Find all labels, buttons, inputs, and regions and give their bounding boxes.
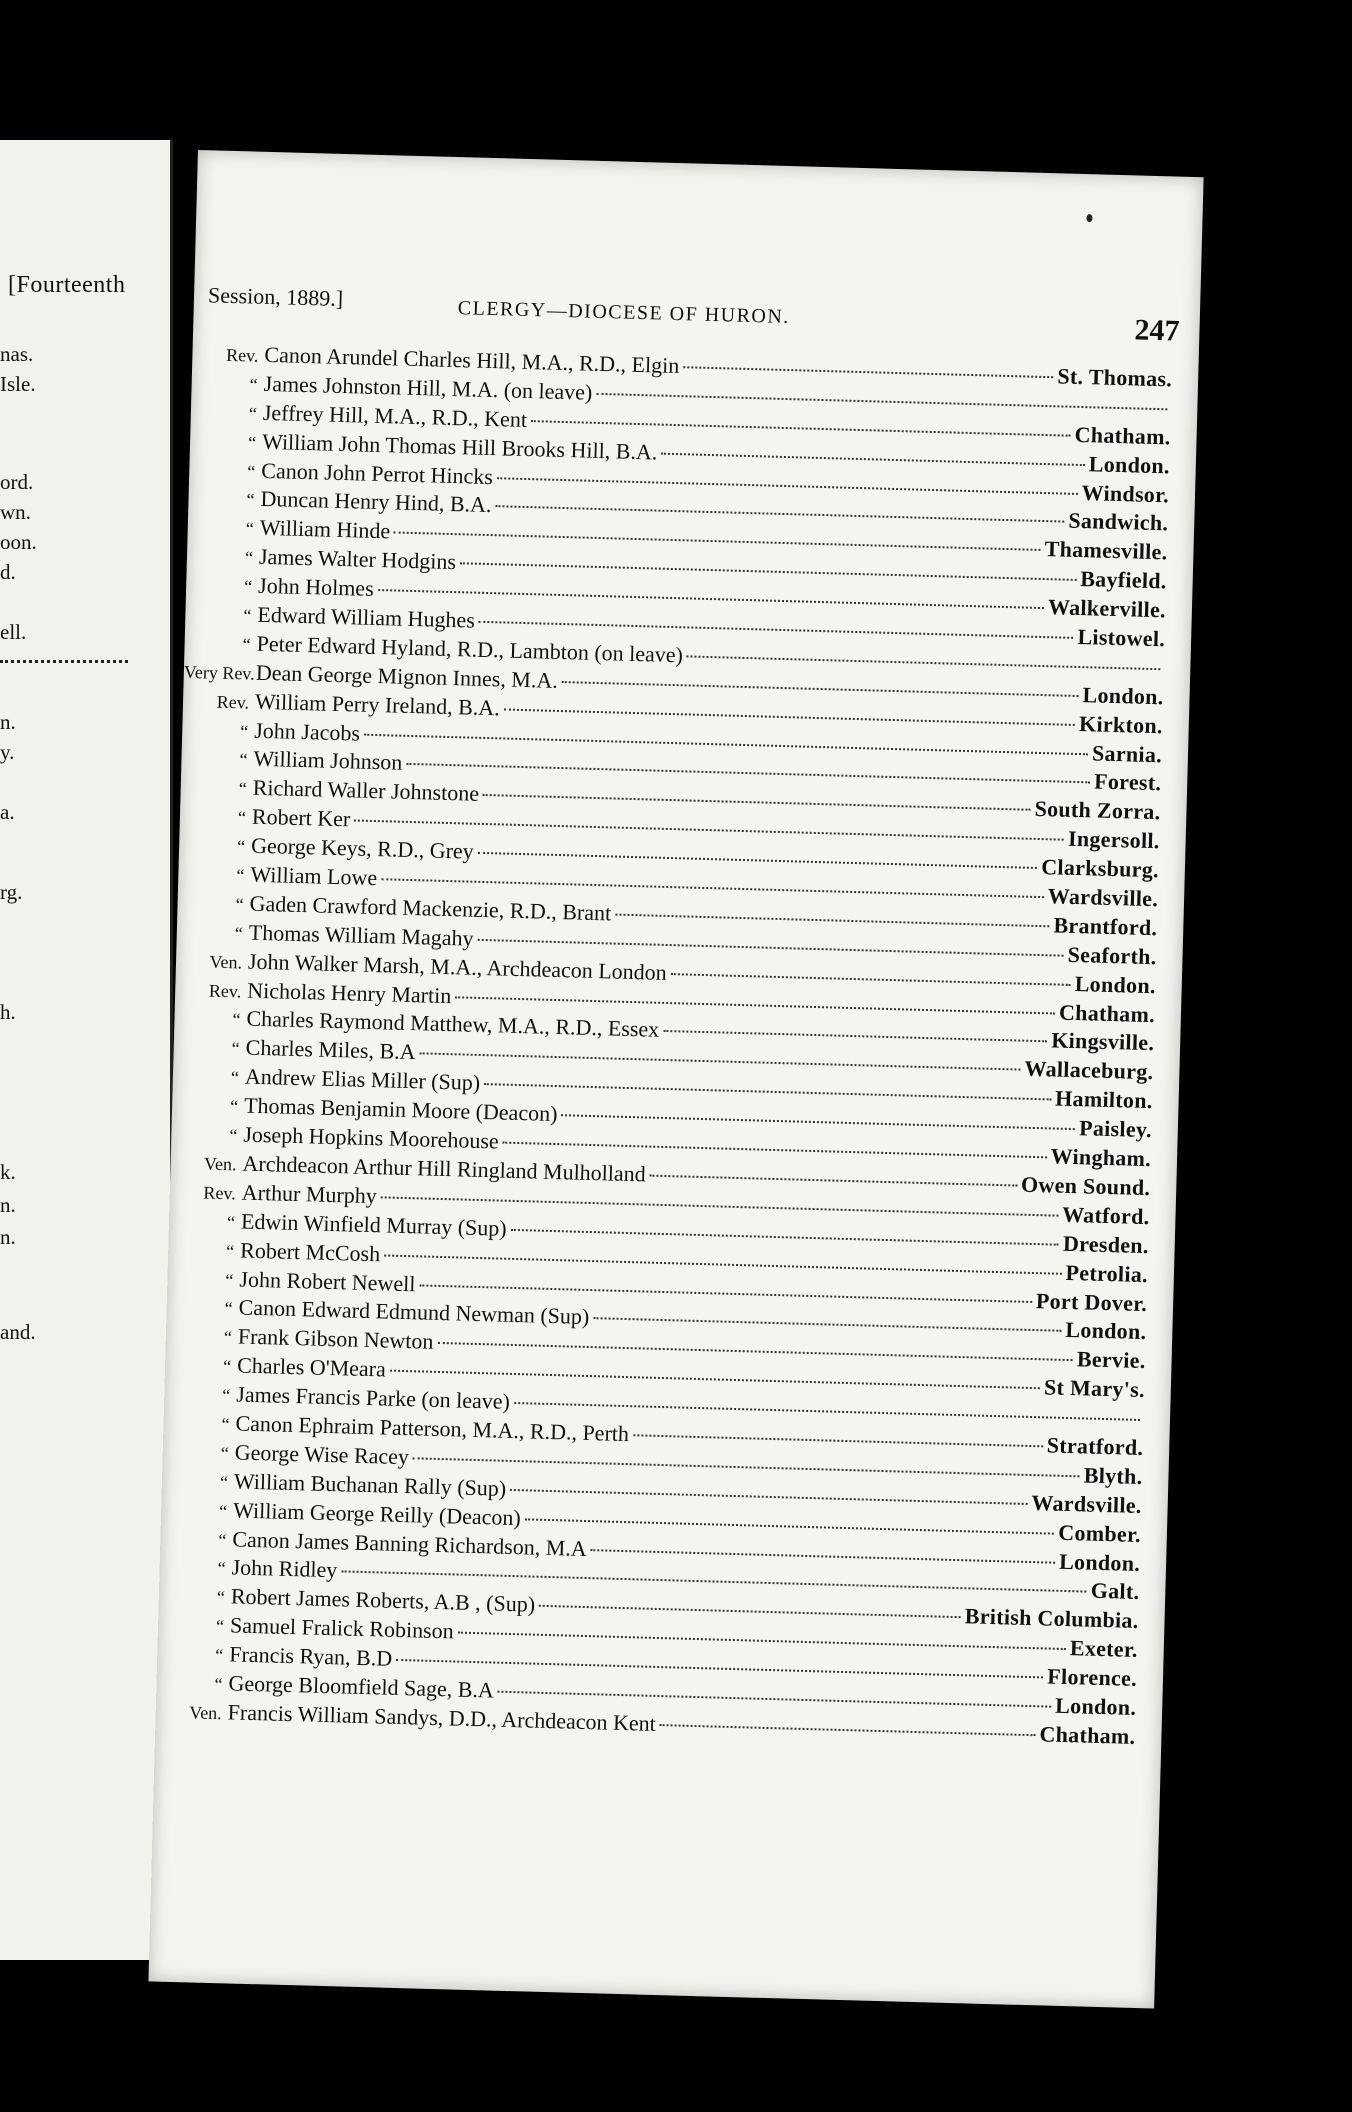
entry-title-prefix: “ xyxy=(224,1298,233,1319)
entry-name: Gaden Crawford Mackenzie, R.D., Brant xyxy=(249,890,612,926)
entry-place: Comber. xyxy=(1058,1519,1142,1547)
leader-dots xyxy=(419,1284,1032,1303)
entry-title-prefix: “ xyxy=(235,894,244,915)
entry-name: Duncan Henry Hind, B.A. xyxy=(260,486,492,518)
leader-dots xyxy=(406,763,1090,784)
left-page-fragment: a. xyxy=(0,800,15,824)
entry-place: London. xyxy=(1065,1317,1147,1345)
leader-dots xyxy=(661,452,1085,465)
entry-name: William Hinde xyxy=(259,515,391,544)
left-page-fragment: and. xyxy=(0,1320,36,1344)
entry-place: Florence. xyxy=(1047,1663,1138,1692)
entry-title-prefix: Very Rev. xyxy=(183,661,255,684)
entry-place: Walkerville. xyxy=(1047,594,1167,623)
entry-title-prefix: “ xyxy=(238,778,248,799)
left-page-fragment: h. xyxy=(0,1000,16,1024)
entry-place: Forest. xyxy=(1093,768,1162,796)
entry-title-prefix: Ven. xyxy=(209,951,243,973)
leader-dots xyxy=(495,506,1064,523)
directory-page xyxy=(148,150,1203,2009)
leader-dots xyxy=(384,1254,1062,1274)
entry-name: Francis William Sandys, D.D., Archdeacon Kent xyxy=(227,1699,657,1736)
entry-title-prefix: “ xyxy=(229,1125,238,1146)
leader-dots xyxy=(484,1083,1051,1100)
entry-name: Canon Ephraim Patterson, M.A., R.D., Perth xyxy=(235,1410,630,1447)
left-page-fragment: rg. xyxy=(0,880,23,904)
entry-title-prefix: “ xyxy=(215,1645,224,1666)
entry-place: Kirkton. xyxy=(1078,710,1164,738)
entry-place: Chatham. xyxy=(1039,1721,1136,1749)
entry-place: London. xyxy=(1074,970,1157,998)
entry-name: Canon Edward Edmund Newman (Sup) xyxy=(238,1294,590,1330)
entry-name: William George Reilly (Deacon) xyxy=(232,1497,522,1530)
entry-place: Dresden. xyxy=(1062,1230,1150,1258)
entry-name: Robert Ker xyxy=(251,803,351,832)
entry-place: Clarksburg. xyxy=(1040,854,1160,883)
entry-name: George Keys, R.D., Grey xyxy=(250,832,475,864)
entry-title-prefix: Ven. xyxy=(188,1702,222,1724)
entry-name: Richard Waller Johnstone xyxy=(252,775,480,807)
leader-dots xyxy=(396,1659,1043,1679)
entry-place: St Mary's. xyxy=(1043,1374,1146,1403)
entry-title-prefix: “ xyxy=(222,1385,231,1406)
left-page-fragment: nas. xyxy=(0,342,34,366)
entry-name: John Jacobs xyxy=(253,717,361,746)
entry-name: Joseph Hopkins Moorehouse xyxy=(243,1121,500,1154)
left-page-fragment: d. xyxy=(0,560,16,584)
entry-name: John Ridley xyxy=(231,1554,338,1583)
leader-dots xyxy=(460,562,1076,581)
entry-place: Stratford. xyxy=(1046,1432,1144,1460)
leader-dots xyxy=(455,996,1055,1014)
entry-place: Paisley. xyxy=(1078,1115,1153,1143)
entry-place: London. xyxy=(1054,1692,1137,1720)
entry-name: Francis Ryan, B.D xyxy=(228,1641,393,1671)
entry-place: British Columbia. xyxy=(964,1603,1139,1634)
leader-dots xyxy=(483,794,1031,811)
entry-name: George Wise Racey xyxy=(234,1439,410,1470)
leader-dots xyxy=(514,1402,1140,1421)
entry-name: Peter Edward Hyland, R.D., Lambton (on leave) xyxy=(256,630,684,668)
entry-title-prefix: “ xyxy=(225,1269,234,1290)
left-page-fragment: oon. xyxy=(0,530,37,554)
entry-title-prefix: “ xyxy=(230,1067,240,1088)
leader-dots xyxy=(660,1724,1036,1736)
entry-title-prefix: Rev. xyxy=(208,980,242,1002)
entry-title-prefix: “ xyxy=(245,518,255,539)
page-number: 247 xyxy=(1134,313,1180,348)
entry-title-prefix: “ xyxy=(243,576,253,597)
page-title: CLERGY—DIOCESE OF HURON. xyxy=(457,297,791,329)
leader-dots xyxy=(390,1370,1040,1390)
leader-dots xyxy=(378,589,1044,609)
left-page-fragment: ord. xyxy=(0,470,34,494)
entry-name: Dean George Mignon Innes, M.A. xyxy=(255,659,559,693)
entry-name: John Holmes xyxy=(257,572,375,602)
leader-dots xyxy=(503,1142,1047,1159)
entry-name: Andrew Elias Miller (Sup) xyxy=(244,1063,481,1096)
leader-dots xyxy=(381,878,1044,898)
entry-title-prefix: “ xyxy=(237,807,247,828)
entry-place: Sandwich. xyxy=(1068,508,1169,536)
entry-name: Edward William Hughes xyxy=(257,601,476,633)
entry-title-prefix: “ xyxy=(229,1096,239,1117)
entry-title-prefix: “ xyxy=(218,1500,228,1521)
entry-place: London. xyxy=(1088,450,1171,479)
left-page-fragment: y. xyxy=(0,740,15,764)
entry-name: Charles Raymond Matthew, M.A., R.D., Essex xyxy=(246,1006,660,1043)
entry-name: Edwin Winfield Murray (Sup) xyxy=(240,1208,508,1241)
left-page-fragment: Isle. xyxy=(0,372,36,396)
entry-name: Jeffrey Hill, M.A., R.D., Kent xyxy=(262,399,528,432)
entry-title-prefix: “ xyxy=(247,432,257,453)
entry-name: William Perry Ireland, B.A. xyxy=(254,688,501,721)
entry-name: Canon Arundel Charles Hill, M.A., R.D., Elgin xyxy=(264,341,680,379)
entry-place: Wingham. xyxy=(1050,1143,1152,1172)
entry-title-prefix: “ xyxy=(247,461,256,482)
entry-name: Canon John Perrot Hincks xyxy=(261,457,494,489)
entry-place: Petrolia. xyxy=(1065,1259,1149,1287)
leader-dots xyxy=(531,420,1071,437)
entry-title-prefix: “ xyxy=(231,1038,240,1059)
entry-title-prefix: Rev. xyxy=(203,1182,237,1204)
page-header xyxy=(207,282,1180,348)
entry-place: Exeter. xyxy=(1069,1635,1139,1663)
leader-dots xyxy=(593,1318,1061,1333)
entry-name: Samuel Fralick Robinson xyxy=(229,1612,455,1644)
entry-name: Robert McCosh xyxy=(239,1237,381,1266)
entry-name: William Lowe xyxy=(250,861,378,891)
left-page-leader-dots xyxy=(0,660,128,663)
entry-name: George Bloomfield Sage, B.A xyxy=(228,1670,495,1703)
entry-name: Thomas Benjamin Moore (Deacon) xyxy=(243,1092,558,1127)
leader-dots xyxy=(394,532,1041,551)
leader-dots xyxy=(596,393,1167,410)
leader-dots xyxy=(478,852,1038,869)
leader-dots xyxy=(683,366,1053,378)
entry-place: Listowel. xyxy=(1077,623,1166,652)
leader-dots xyxy=(650,1175,1017,1187)
entry-title-prefix: “ xyxy=(234,923,244,944)
entry-place: Kingsville. xyxy=(1050,1027,1155,1056)
entry-name: Nicholas Henry Martin xyxy=(246,977,452,1008)
entry-place: London. xyxy=(1058,1548,1141,1576)
entry-place: Ingersoll. xyxy=(1067,826,1160,854)
entry-place: Chatham. xyxy=(1074,421,1171,450)
entry-place: Watford. xyxy=(1061,1201,1150,1229)
entry-place: Seaforth. xyxy=(1067,941,1157,970)
entry-title-prefix: “ xyxy=(240,720,249,742)
entry-place: Thamesville. xyxy=(1044,536,1168,565)
entry-name: Frank Gibson Newton xyxy=(237,1323,434,1355)
entry-title-prefix: “ xyxy=(214,1673,223,1695)
left-facing-page xyxy=(0,140,173,1960)
entry-place: Bervie. xyxy=(1076,1346,1146,1374)
leader-dots xyxy=(562,681,1079,697)
entry-title-prefix: “ xyxy=(222,1356,232,1377)
entry-title-prefix: “ xyxy=(226,1211,236,1233)
leader-dots xyxy=(561,1114,1075,1130)
leader-dots xyxy=(413,1457,1080,1477)
entry-title-prefix: “ xyxy=(232,1009,241,1030)
entry-place: St. Thomas. xyxy=(1057,363,1173,392)
entry-title-prefix: “ xyxy=(217,1558,226,1579)
entry-place: Wallaceburg. xyxy=(1024,1056,1154,1085)
leader-dots xyxy=(539,1605,961,1618)
entry-title-prefix: Ven. xyxy=(203,1153,237,1175)
entry-name: James Francis Parke (on leave) xyxy=(236,1381,511,1414)
entry-title-prefix: “ xyxy=(218,1529,227,1550)
entry-place: Blyth. xyxy=(1083,1462,1143,1489)
leader-dots xyxy=(671,973,1071,986)
leader-dots xyxy=(504,708,1075,725)
entry-name: John Walker Marsh, M.A., Archdeacon London xyxy=(247,948,668,985)
entry-title-prefix: “ xyxy=(220,1442,230,1464)
left-page-fragment: wn. xyxy=(0,500,31,524)
entry-place: London. xyxy=(1082,681,1164,710)
entry-title-prefix: “ xyxy=(248,403,258,424)
entry-title-prefix: “ xyxy=(249,374,258,395)
entry-name: Arthur Murphy xyxy=(241,1179,378,1209)
entry-title-prefix: “ xyxy=(216,1587,226,1608)
entry-title-prefix: “ xyxy=(225,1240,235,1261)
entry-place: Bayfield. xyxy=(1079,566,1168,594)
leader-dots xyxy=(381,1196,1058,1216)
entry-title-prefix: “ xyxy=(243,605,252,626)
leader-dots xyxy=(687,655,1160,670)
entry-title-prefix: “ xyxy=(221,1414,230,1435)
leader-dots xyxy=(479,621,1074,639)
entry-place: Wardsville. xyxy=(1047,883,1159,912)
entry-title-prefix: “ xyxy=(239,749,248,771)
entry-place: Galt. xyxy=(1090,1578,1140,1605)
entry-title-prefix: “ xyxy=(236,865,245,886)
entry-name: Thomas William Magahy xyxy=(248,919,474,951)
entry-title-prefix: “ xyxy=(215,1616,225,1637)
entry-title-prefix: “ xyxy=(244,547,254,568)
entry-place: Hamilton. xyxy=(1054,1085,1153,1114)
entry-name: James Walter Hodgins xyxy=(258,544,457,575)
left-page-fragment: n. xyxy=(0,1193,16,1217)
leader-dots xyxy=(437,1342,1073,1361)
left-page-fragment: ell. xyxy=(0,620,27,644)
entry-name: Charles Miles, B.A xyxy=(245,1034,416,1065)
leader-dots xyxy=(497,477,1078,495)
entry-title-prefix: “ xyxy=(219,1471,229,1493)
leader-dots xyxy=(510,1489,1027,1505)
entry-place: Brantford. xyxy=(1053,912,1158,941)
entry-title-prefix: “ xyxy=(246,489,255,511)
leader-dots xyxy=(511,1229,1059,1246)
clergy-list xyxy=(155,340,1172,1753)
entry-place: Windsor. xyxy=(1081,479,1170,507)
left-page-fragment: k. xyxy=(0,1160,16,1184)
left-page-fragment: n. xyxy=(0,710,16,734)
entry-title-prefix: Rev. xyxy=(225,344,259,366)
entry-name: William Buchanan Rally (Sup) xyxy=(233,1468,507,1501)
entry-title-prefix: “ xyxy=(242,634,251,655)
ink-speck xyxy=(1086,214,1092,222)
leader-dots xyxy=(663,1030,1047,1042)
entry-place: Wardsville. xyxy=(1031,1489,1143,1518)
entry-title-prefix: Rev. xyxy=(216,691,250,713)
leader-dots xyxy=(633,1434,1043,1447)
entry-name: Robert James Roberts, A.B , (Sup) xyxy=(230,1583,536,1617)
leader-dots xyxy=(477,939,1063,957)
leader-dots xyxy=(591,1549,1055,1564)
session-label: Session, 1889.] xyxy=(207,282,344,311)
entry-place: South Zorra. xyxy=(1034,796,1161,825)
entry-place: Owen Sound. xyxy=(1020,1171,1151,1201)
leader-dots xyxy=(498,1691,1051,1708)
leader-dots xyxy=(525,1518,1055,1534)
entry-name: William John Thomas Hill Brooks Hill, B.A. xyxy=(261,428,658,465)
entry-name: Canon James Banning Richardson, M.A xyxy=(232,1525,588,1561)
entry-place: Port Dover. xyxy=(1035,1287,1148,1316)
left-page-fragment: n. xyxy=(0,1225,16,1249)
leader-dots xyxy=(458,1632,1066,1650)
entry-name: Charles O'Meara xyxy=(236,1352,387,1382)
left-page-header: [Fourteenth xyxy=(8,272,126,298)
entry-title-prefix: “ xyxy=(223,1327,233,1348)
leader-dots xyxy=(420,1053,1021,1071)
entry-title-prefix: “ xyxy=(236,836,246,857)
entry-place: Sarnia. xyxy=(1091,739,1163,767)
entry-place: Chatham. xyxy=(1058,999,1156,1027)
entry-name: John Robert Newell xyxy=(239,1266,416,1296)
entry-name: James Johnston Hill, M.A. (on leave) xyxy=(263,370,593,405)
leader-dots xyxy=(615,913,1049,927)
entry-name: Archdeacon Arthur Hill Ringland Mulholland xyxy=(242,1150,647,1187)
entry-name: William Johnson xyxy=(253,746,403,776)
